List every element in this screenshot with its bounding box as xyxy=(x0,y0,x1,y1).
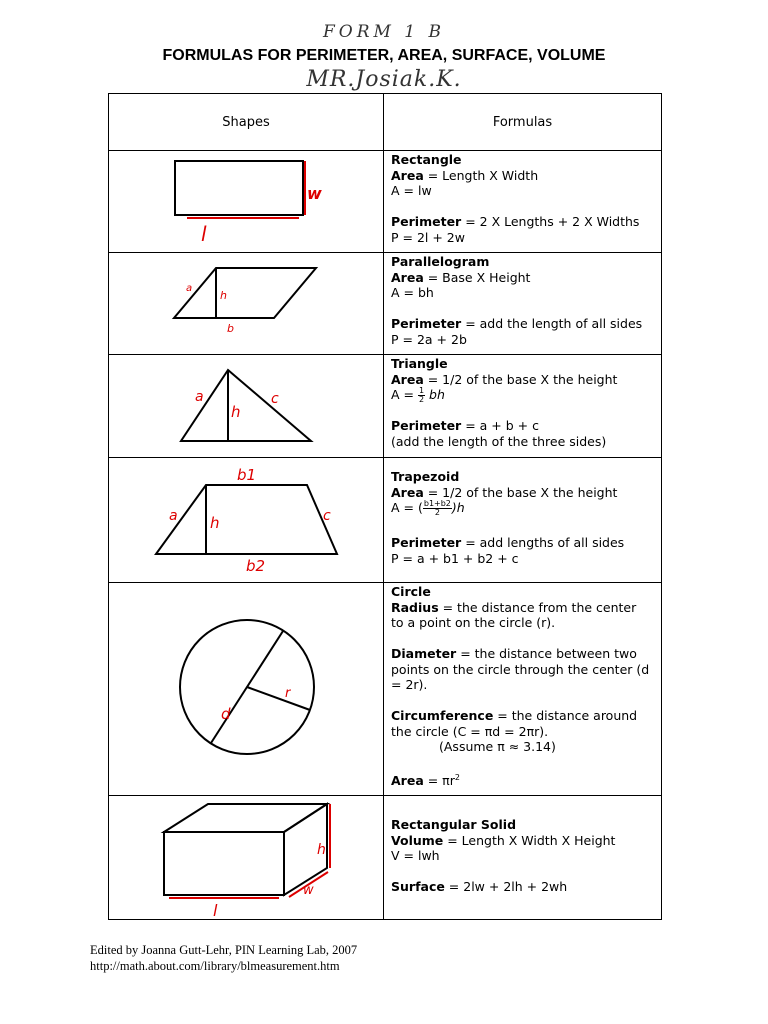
circle-radius-label: Radius xyxy=(391,599,439,615)
trap-area-suffix: )h xyxy=(451,500,465,515)
tri-label-a: a xyxy=(195,389,204,405)
table-row-parallelogram xyxy=(109,253,662,355)
trapezoid-figure xyxy=(109,458,384,583)
tri-perimeter-text: = a + b + c xyxy=(461,418,539,433)
tri-perimeter-note: (add the length of the three sides) xyxy=(391,433,607,449)
para-perimeter-formula: P = 2a + 2b xyxy=(391,331,467,347)
trap-area-text: = 1/2 of the base X the height xyxy=(423,484,618,500)
solid-name: Rectangular Solid xyxy=(391,817,517,832)
circle-assume: (Assume π ≈ 3.14) xyxy=(439,739,556,754)
tri-frac-den: 2 xyxy=(418,395,425,404)
rect-perimeter-label: Perimeter xyxy=(391,214,462,229)
header-shapes: Shapes xyxy=(109,94,384,151)
rect-label-l: l xyxy=(201,222,207,246)
triangle-figure xyxy=(109,355,384,458)
rectangle-figure xyxy=(109,151,384,253)
table-row-rectangle xyxy=(109,151,662,253)
circle-circ-text: = the distance around xyxy=(493,708,638,723)
circle-circ-label: Circumference xyxy=(391,708,494,723)
solid-formulas xyxy=(384,796,662,920)
tri-label-c: c xyxy=(271,391,279,407)
table-row-solid xyxy=(109,796,662,920)
trap-fraction xyxy=(423,500,452,517)
solid-label-l: l xyxy=(213,901,218,919)
footer-url: http://math.about.com/library/blmeasurement.htm xyxy=(90,959,340,973)
rect-label-w: w xyxy=(307,184,322,203)
tri-perimeter-label: Perimeter xyxy=(391,418,462,433)
circle-diameter-text: = the distance between two xyxy=(456,646,637,661)
tri-frac-num: 1 xyxy=(418,386,425,395)
trap-label-b1: b1 xyxy=(237,466,257,484)
circle-diameter-text3: = 2r). xyxy=(391,677,428,692)
table-row-trapezoid xyxy=(109,458,662,583)
circle-label-r: r xyxy=(285,686,291,701)
triangle-formulas xyxy=(384,355,662,458)
header-formulas: Formulas xyxy=(384,94,662,151)
trap-label-h: h xyxy=(210,514,220,532)
circle-area-label: Area xyxy=(391,773,424,789)
tri-area-prefix: A = xyxy=(391,387,418,402)
trap-frac-den: 2 xyxy=(434,508,440,517)
form-label: FORM 1 B xyxy=(322,22,446,42)
rect-area-label: Area xyxy=(391,167,424,183)
parallelogram-formulas xyxy=(384,253,662,355)
tri-area-text: = 1/2 of the base X the height xyxy=(423,371,618,387)
trap-name: Trapezoid xyxy=(391,469,460,484)
page-title: FORMULAS FOR PERIMETER, AREA, SURFACE, VOLUME xyxy=(162,47,606,64)
circle-area-sup: 2 xyxy=(454,773,460,782)
circle-area-text: = πr xyxy=(423,773,455,789)
trap-perimeter-label: Perimeter xyxy=(391,535,462,550)
trap-frac-num: b1+b2 xyxy=(423,499,451,508)
footer-credit: Edited by Joanna Gutt-Lehr, PIN Learning Lab, 2007 xyxy=(90,943,358,957)
trap-perimeter-text: = add lengths of all sides xyxy=(461,535,625,550)
trap-area-label: Area xyxy=(391,484,424,500)
circle-label-d: d xyxy=(221,705,231,723)
solid-volume-text: = Length X Width X Height xyxy=(443,832,616,848)
tri-area-label: Area xyxy=(391,371,424,387)
para-name: Parallelogram xyxy=(391,254,490,269)
rect-perimeter-text: = 2 X Lengths + 2 X Widths xyxy=(461,214,640,229)
solid-volume-formula: V = lwh xyxy=(391,848,440,863)
trap-label-b2: b2 xyxy=(246,557,266,575)
tri-area-formula xyxy=(391,387,654,407)
rect-name: Rectangle xyxy=(391,152,462,167)
tri-fraction xyxy=(418,387,425,404)
para-perimeter-text: = add the length of all sides xyxy=(461,316,643,331)
circle-circ-text2: the circle (C = πd = 2πr). xyxy=(391,723,549,739)
circle-figure xyxy=(109,583,384,796)
circle-formulas xyxy=(384,583,662,796)
para-area-text: = Base X Height xyxy=(423,269,531,285)
circle-radius-text2: to a point on the circle (r). xyxy=(391,615,556,630)
trapezoid-formulas xyxy=(384,458,662,583)
trap-area-formula xyxy=(391,500,654,524)
table-row-circle xyxy=(109,583,662,796)
para-area-label: Area xyxy=(391,269,424,285)
trap-label-c: c xyxy=(323,508,331,524)
tri-label-h: h xyxy=(231,403,241,421)
rect-area-formula: A = lw xyxy=(391,183,432,198)
solid-volume-label: Volume xyxy=(391,832,444,848)
circle-diameter-label: Diameter xyxy=(391,646,457,661)
solid-figure xyxy=(109,796,384,920)
solid-surface-text: = 2lw + 2lh + 2wh xyxy=(444,879,568,894)
table-row-triangle xyxy=(109,355,662,458)
para-perimeter-label: Perimeter xyxy=(391,316,462,331)
rect-perimeter-formula: P = 2l + 2w xyxy=(391,229,465,245)
trap-area-prefix: A = ( xyxy=(391,500,423,515)
circle-radius-text: = the distance from the center xyxy=(438,599,637,615)
rect-area-text: = Length X Width xyxy=(423,167,539,183)
formula-table xyxy=(108,93,662,920)
parallelogram-figure xyxy=(109,253,384,355)
trap-perimeter-formula: P = a + b1 + b2 + c xyxy=(391,550,519,566)
solid-label-h: h xyxy=(317,842,326,858)
tri-name: Triangle xyxy=(391,356,448,371)
trap-label-a: a xyxy=(169,508,178,524)
solid-label-w: w xyxy=(303,883,314,898)
para-label-h: h xyxy=(220,289,227,302)
para-area-formula: A = bh xyxy=(391,285,434,300)
circle-name: Circle xyxy=(391,584,431,599)
solid-surface-label: Surface xyxy=(391,879,445,894)
circle-diameter-text2: points on the circle through the center (d xyxy=(391,661,650,677)
tri-area-suffix: bh xyxy=(425,387,445,402)
footer xyxy=(90,942,357,974)
rectangle-formulas xyxy=(384,151,662,253)
table-header-row xyxy=(109,94,662,151)
para-label-a: a xyxy=(186,283,193,294)
para-label-b: b xyxy=(227,322,234,335)
teacher-signature: MR.Josiak.K. xyxy=(306,67,462,92)
